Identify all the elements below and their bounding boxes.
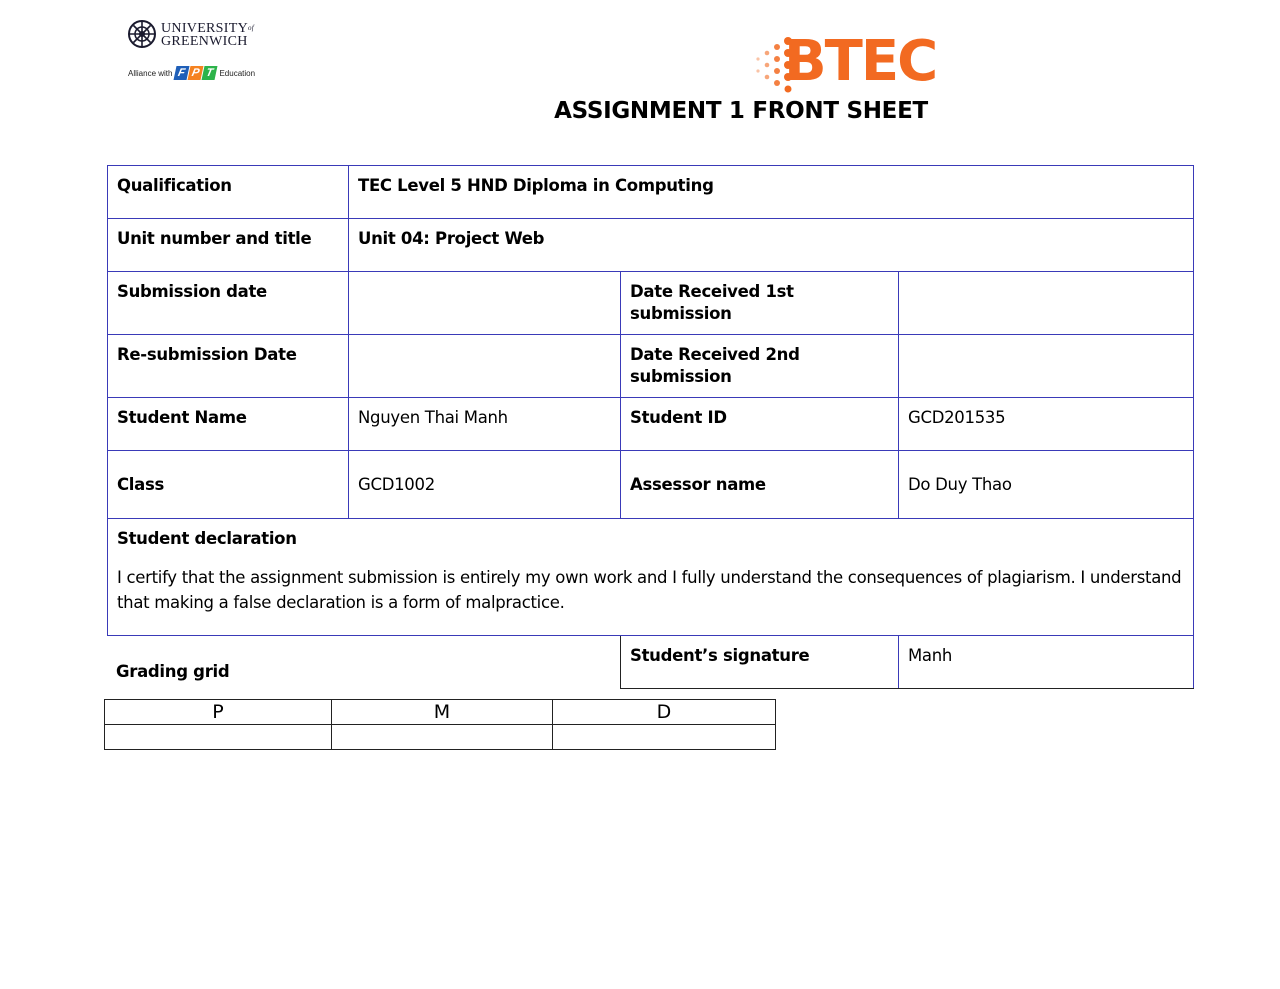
university-of-greenwich-logo [128,20,263,85]
grade-value-distinction [553,725,776,750]
fpt-letter-f: F [174,66,190,80]
submission-date-value [349,272,621,335]
signature-label: Student’s signature [621,636,899,689]
page-title: ASSIGNMENT 1 FRONT SHEET [554,98,928,124]
date-received-2-value [899,335,1194,398]
greenwich-seal-icon [128,20,156,48]
table-row [108,166,1194,219]
date-received-2-label: Date Received 2nd submission [621,335,899,398]
qualification-label: Qualification [108,166,349,219]
declaration-title: Student declaration [117,529,297,548]
table-row [108,335,1194,398]
grade-header-distinction: D [553,700,776,725]
qualification-value: TEC Level 5 HND Diploma in Computing [349,166,1194,219]
unit-value: Unit 04: Project Web [349,219,1194,272]
table-row [105,700,776,725]
date-received-1-label: Date Received 1st submission [621,272,899,335]
assessor-label: Assessor name [621,451,899,519]
assessor-value: Do Duy Thao [899,451,1194,519]
fpt-logo [175,66,216,80]
table-row [108,519,1194,636]
grade-value-pass [105,725,332,750]
class-label: Class [108,451,349,519]
grade-header-pass: P [105,700,332,725]
date-received-1-value [899,272,1194,335]
fpt-alliance-line: Alliance with F P T Education [128,67,256,79]
grade-header-merit: M [332,700,553,725]
table-row [108,636,1194,689]
table-row [108,451,1194,519]
unit-label: Unit number and title [108,219,349,272]
table-row [108,219,1194,272]
student-name-label: Student Name [108,398,349,451]
submission-date-label: Submission date [108,272,349,335]
resubmission-date-label: Re-submission Date [108,335,349,398]
student-declaration-cell [108,519,1194,636]
grading-grid-label: Grading grid [116,662,230,681]
front-sheet-table [107,165,1194,689]
class-value: GCD1002 [349,451,621,519]
declaration-text: I certify that the assignment submission is entirely my own work and I fully understand the consequences of plagiarism. I understand that making a false declaration is a form of malpractice. [117,568,1182,612]
student-id-value: GCD201535 [899,398,1194,451]
fpt-letter-t: T [202,66,218,80]
student-id-label: Student ID [621,398,899,451]
btec-wordmark: BTEC [784,29,937,94]
signature-value: Manh [899,636,1194,689]
table-row [105,725,776,750]
btec-logo [752,29,950,95]
fpt-letter-p: P [188,66,204,80]
student-name-value: Nguyen Thai Manh [349,398,621,451]
table-row [108,398,1194,451]
resubmission-date-value [349,335,621,398]
grade-value-merit [332,725,553,750]
grading-grid [104,699,776,750]
table-row [108,272,1194,335]
greenwich-wordmark: $UNIVERSITY^{of}$ GREENWICH [161,21,255,49]
